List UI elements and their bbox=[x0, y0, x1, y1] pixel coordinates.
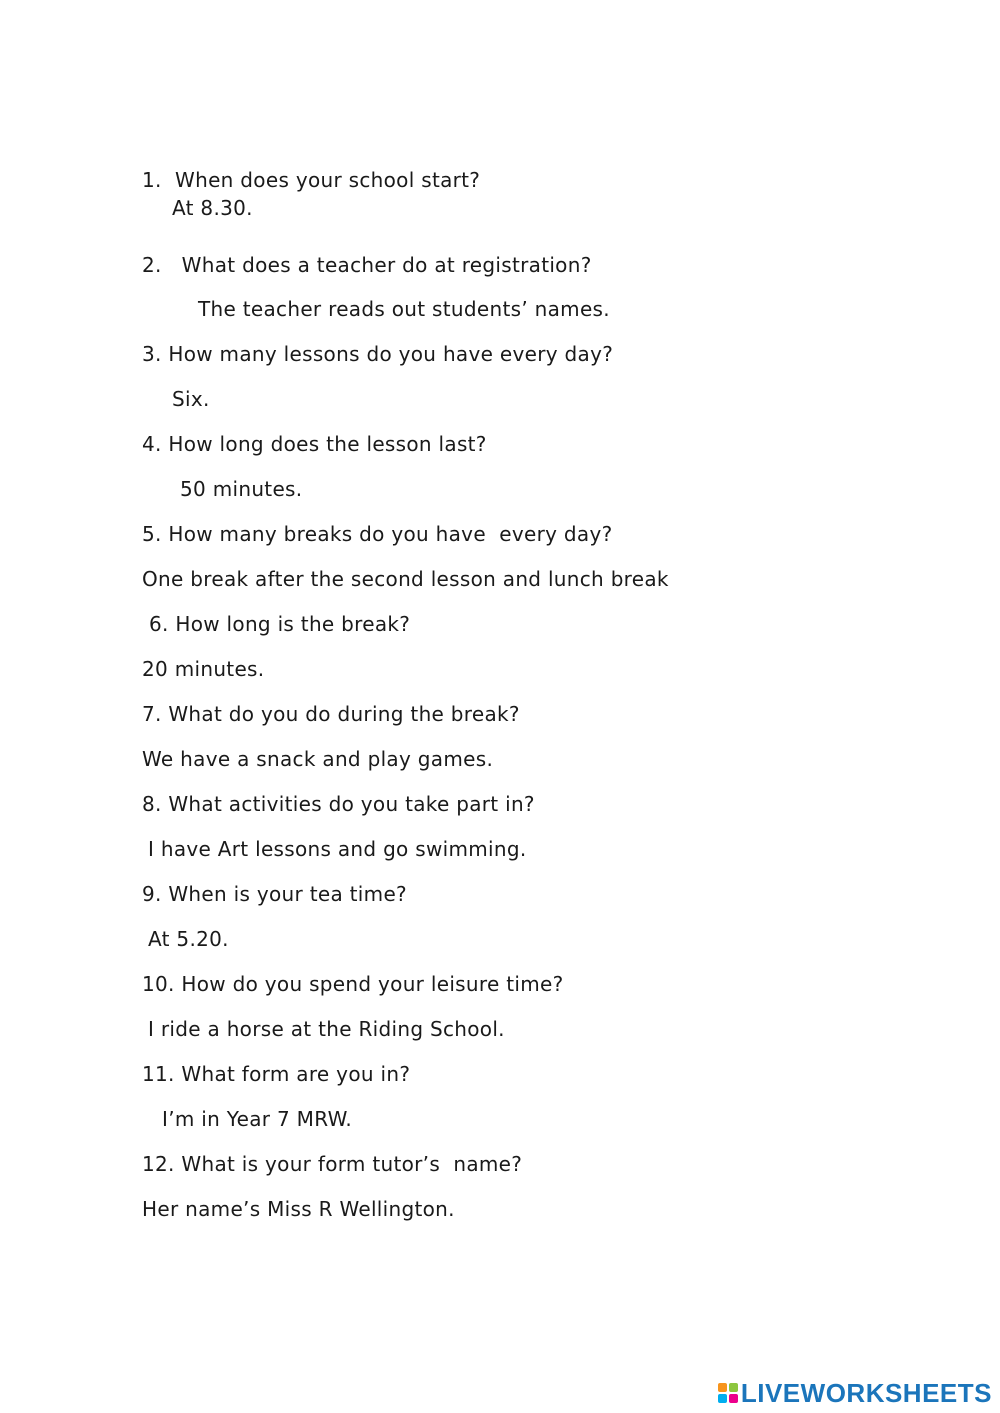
question-number: 3. bbox=[142, 342, 162, 366]
answer-7: We have a snack and play games. bbox=[142, 747, 494, 771]
question-11 bbox=[142, 1062, 410, 1086]
question-number: 9. bbox=[142, 882, 162, 906]
question-5 bbox=[142, 522, 613, 546]
question-number: 8. bbox=[142, 792, 162, 816]
answer-6: 20 minutes. bbox=[142, 657, 265, 681]
answer-1: At 8.30. bbox=[172, 196, 253, 220]
question-7 bbox=[142, 702, 520, 726]
question-10 bbox=[142, 972, 564, 996]
question-text: How do you spend your leisure time? bbox=[181, 972, 564, 996]
question-9 bbox=[142, 882, 407, 906]
question-number: 7. bbox=[142, 702, 162, 726]
question-number: 5. bbox=[142, 522, 162, 546]
question-number: 1. bbox=[142, 168, 162, 192]
answer-12: Her name’s Miss R Wellington. bbox=[142, 1197, 455, 1221]
question-text: How many lessons do you have every day? bbox=[168, 342, 614, 366]
answer-5: One break after the second lesson and lunch break bbox=[142, 567, 669, 591]
question-8 bbox=[142, 792, 535, 816]
logo-square bbox=[718, 1383, 727, 1392]
question-text: What form are you in? bbox=[181, 1062, 411, 1086]
question-number: 6. bbox=[149, 612, 169, 636]
logo-text: LIVEWORKSHEETS bbox=[740, 1377, 992, 1408]
logo-square bbox=[718, 1394, 727, 1403]
answer-4: 50 minutes. bbox=[180, 477, 303, 501]
question-3 bbox=[142, 342, 613, 366]
question-6 bbox=[149, 612, 410, 636]
question-text: How long is the break? bbox=[175, 612, 411, 636]
answer-2: The teacher reads out students’ names. bbox=[198, 297, 610, 321]
logo-square bbox=[729, 1394, 738, 1403]
liveworksheets-logo[interactable] bbox=[718, 1378, 992, 1408]
question-text: What activities do you take part in? bbox=[168, 792, 535, 816]
question-text: When does your school start? bbox=[175, 168, 481, 192]
question-text: When is your tea time? bbox=[168, 882, 407, 906]
question-text: How many breaks do you have every day? bbox=[168, 522, 613, 546]
answer-3: Six. bbox=[172, 387, 210, 411]
question-number: 4. bbox=[142, 432, 162, 456]
answer-9: At 5.20. bbox=[148, 927, 229, 951]
answer-8: I have Art lessons and go swimming. bbox=[148, 837, 527, 861]
answer-11: I’m in Year 7 MRW. bbox=[162, 1107, 353, 1131]
question-4 bbox=[142, 432, 487, 456]
question-text: What does a teacher do at registration? bbox=[181, 253, 592, 277]
question-text: What is your form tutor’s name? bbox=[181, 1152, 523, 1176]
question-12 bbox=[142, 1152, 522, 1176]
question-number: 10. bbox=[142, 972, 175, 996]
answer-10: I ride a horse at the Riding School. bbox=[148, 1017, 505, 1041]
question-number: 2. bbox=[142, 253, 162, 277]
question-1 bbox=[142, 168, 480, 192]
question-text: What do you do during the break? bbox=[168, 702, 520, 726]
logo-square bbox=[729, 1383, 738, 1392]
question-2 bbox=[142, 253, 592, 277]
question-text: How long does the lesson last? bbox=[168, 432, 487, 456]
question-number: 12. bbox=[142, 1152, 175, 1176]
question-number: 11. bbox=[142, 1062, 175, 1086]
logo-mark-icon bbox=[718, 1383, 738, 1403]
